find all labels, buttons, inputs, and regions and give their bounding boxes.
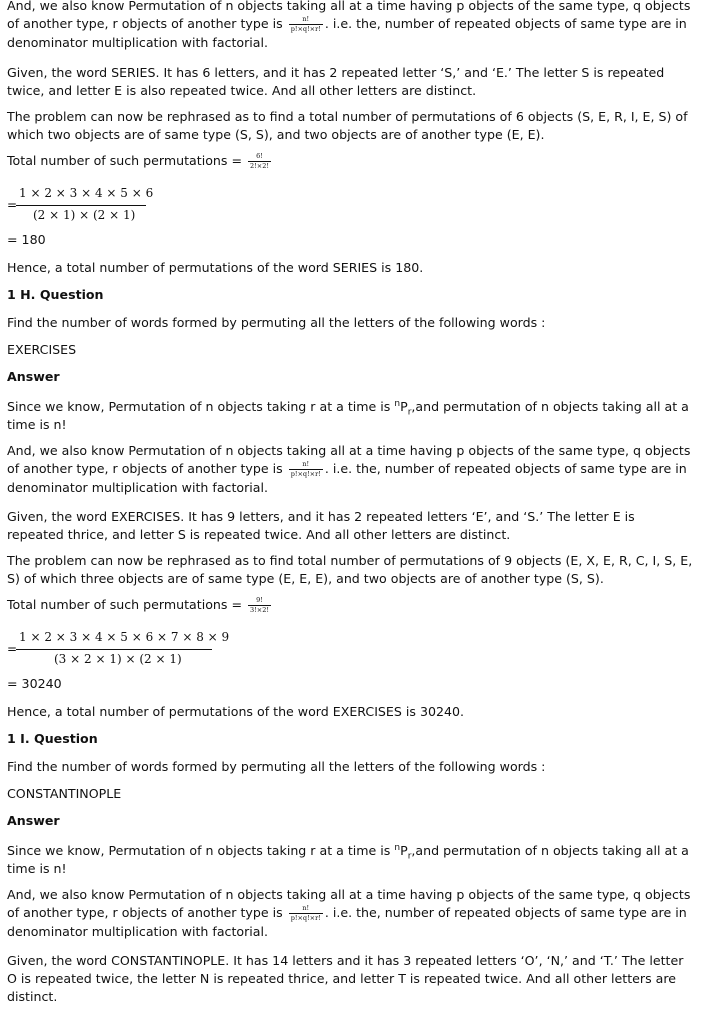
answer-1h-formula-paragraph — [7, 442, 695, 497]
question-1h-text: Find the number of words formed by permuting all the letters of the following words : — [7, 315, 546, 330]
series-total-fraction — [248, 152, 271, 171]
exercises-conclusion: Hence, a total number of permutations of the word EXERCISES is 30240. — [7, 704, 465, 719]
formula-text-start: And, we also know Permutation of n objects taking all at a time having p objects of the same type, q objects of another type, r objects of another type is — [7, 887, 691, 920]
known-perm-text: Since we know, Permutation of n objects taking r at a time is — [7, 843, 395, 858]
exercises-total-fraction — [248, 596, 271, 615]
known-perm-text-end: ,and permutation of n objects taking all at a time is n! — [7, 843, 689, 876]
answer-1h-known-perm — [7, 398, 695, 434]
series-expansion-numerator: 1 × 2 × 3 × 4 × 5 × 6 — [19, 186, 154, 200]
exercises-total-numerator: 9! — [256, 596, 263, 604]
series-rephrase: The problem can now be rephrased as to find a total number of permutations of 6 objects (S, E, R, I, E, S) of which two objects are of same type (S, S), and two objects are of another type (E, E). — [7, 109, 688, 142]
answer-1i-known-perm — [7, 842, 695, 878]
series-given: Given, the word SERIES. It has 6 letters, and it has 2 repeated letter ‘S,’ and ‘E.’ The letter S is repeated twice, and letter E is also repeated twice. And all other letters are distinct. — [7, 65, 665, 98]
series-expansion-denominator: (2 × 1) × (2 × 1) — [33, 208, 136, 222]
perm-p-symbol: P — [400, 843, 408, 858]
formula-text-start: And, we also know Permutation of n objects taking all at a time having p objects of the same type, q objects of another type, r objects of another type is — [7, 443, 691, 476]
formula-numerator: n! — [302, 460, 310, 468]
exercises-result: = 30240 — [7, 676, 62, 691]
formula-fraction — [289, 15, 323, 34]
document-page: And, we also know Permutation of n objects taking all at a time having p objects of the same type, q objects of another type, r objects of another type is $\frac{n!}{p!\times q!\times r!}$ . i.e. the, number of repeated objects of same type are in denominator multiplication with factorial. Given, the word SERIES. It has 6 letters, and it has 2 repeated letter ‘S,’ and ‘E.’ The letter S is repeated twice, and letter E is also repeated twice. And all other letters are distinct. The problem can now be rephrased as to find a total number of permutations of 6 objects (S, E, R, I, E, S) of which two objects are of same type (S, S), and two objects are of another type (E, E). Total number of such permutations = $\frac{6!}{2!\times 2!}$ = 1 × 2 × 3 × 4 × 5 × 6 (2 × 1) × (2 × 1) = 180 Hence, a total number of permutations of the word SERIES is 180. 1 H. Question Find the number of words formed by permuting all the letters of the following words : EXERCISES Answer Since we know, Permutation of n objects taking r at a time is $^nP_r,and$ permutation of n objects taking all at a time is n! And, we also know Permutation of n objects taking all at a time having p objects of the same type, q objects of another type, r objects of another type is $\frac{n!}{p!\times q!\times r!}$ . i.e. the, number of repeated objects of same type are in denominator multiplication with factorial. Given, the word EXERCISES. It has 9 letters, and it has 2 repeated letters ‘E’, and ‘S.’ The letter E is repeated thrice, and letter S is repeated twice. And all other letters are distinct. The problem can now be rephrased as to find total number of permutations of 9 objects (E, X, E, R, C, I, S, E, S) of which three objects are of same type (E, E, E), and two objects are of another type (S, S). Total number of such permutations = $\frac{9!}{3!\times 2!}$ = 1 × 2 × 3 × 4 × 5 × 6 × 7 × 8 × 9 (3 × 2 × 1) × (2 × 1) = 30240 Hence, a total number of permutations of the word EXERCISES is 30240. 1 I. Question Find the number of words formed by permuting all the letters of the following words : CONSTANTINOPLE Answer Since we know, Permutation of n objects taking r at a time is $^nP_r,and$ permutation of n objects taking all at a time is n! And, we also know Permutation of n objects taking all at a time having p objects of the same type, q objects of another type, r objects of another type is $\frac{n!}{p!\times q!\times r!}$ . i.e. the, number of repeated objects of same type are in denominator multiplication with factorial. Given, the word CONSTANTINOPLE. It has 14 letters and it has 3 repeated letters ‘O’, ‘N,’ and ‘T.’ The letter O is repeated twice, the letter N is repeated thrice, and letter T is repeated twice. And all other letters are distinct. — [0, 0, 702, 1024]
formula-fraction — [289, 460, 323, 479]
question-1i-heading: 1 I. Question — [7, 731, 98, 746]
series-total-line — [7, 152, 695, 171]
answer-1i-heading: Answer — [7, 813, 60, 828]
known-perm-text: Since we know, Permutation of n objects taking r at a time is — [7, 399, 395, 414]
formula-fraction — [289, 904, 323, 923]
question-1i-word: CONSTANTINOPLE — [7, 786, 122, 801]
answer-1h-heading: Answer — [7, 369, 60, 384]
formula-numerator: n! — [302, 15, 310, 23]
perm-r-subscript: r — [407, 851, 412, 862]
exercises-rephrase: The problem can now be rephrased as to find total number of permutations of 9 objects (E, X, E, R, C, I, S, E, S) of which three objects are of same type (E, E, E), and two objects are of another type (S, S). — [7, 553, 693, 586]
formula-denominator: p!×q!×r! — [290, 914, 321, 922]
answer-1i-formula-paragraph — [7, 886, 695, 941]
series-conclusion: Hence, a total number of permutations of the word SERIES is 180. — [7, 260, 424, 275]
question-1h-word: EXERCISES — [7, 342, 77, 357]
exercises-expansion-numerator: 1 × 2 × 3 × 4 × 5 × 6 × 7 × 8 × 9 — [19, 630, 230, 644]
formula-text-end: . i.e. the, number of repeated objects of same type are in denominator multiplication with factorial. — [7, 461, 687, 495]
formula-text-start: And, we also know Permutation of n objects taking all at a time having p objects of the same type, q objects of another type, r objects of another type is — [7, 0, 691, 31]
exercises-total-label: Total number of such permutations = — [7, 597, 247, 612]
formula-paragraph — [7, 0, 695, 52]
series-result: = 180 — [7, 232, 46, 247]
perm-r-subscript: r — [407, 407, 412, 418]
formula-text-end: . i.e. the, number of repeated objects of same type are in denominator multiplication with factorial. — [7, 905, 687, 939]
series-total-label: Total number of such permutations = — [7, 153, 247, 168]
series-total-denominator: 2!×2! — [250, 162, 269, 170]
question-1i-text: Find the number of words formed by permuting all the letters of the following words : — [7, 759, 546, 774]
exercises-total-line — [7, 596, 695, 615]
formula-denominator: p!×q!×r! — [290, 25, 321, 33]
formula-text-end: . i.e. the, number of repeated objects of same type are in denominator multiplication with factorial. — [7, 16, 687, 50]
perm-n-superscript: n — [394, 398, 401, 409]
perm-p-symbol: P — [400, 399, 408, 414]
formula-denominator: p!×q!×r! — [290, 470, 321, 478]
exercises-total-denominator: 3!×2! — [250, 606, 269, 614]
formula-numerator: n! — [302, 904, 310, 912]
question-1h-heading: 1 H. Question — [7, 287, 104, 302]
exercises-given: Given, the word EXERCISES. It has 9 letters, and it has 2 repeated letters ‘E’, and ‘S.’ The letter E is repeated thrice, and letter S is repeated twice. And all other letters are distinct. — [7, 509, 635, 542]
perm-n-superscript: n — [394, 842, 401, 853]
exercises-expansion-denominator: (3 × 2 × 1) × (2 × 1) — [54, 652, 182, 666]
constantinople-given: Given, the word CONSTANTINOPLE. It has 14 letters and it has 3 repeated letters ‘O’, ‘N,’ and ‘T.’ The letter O is repeated twice, the letter N is repeated thrice, and letter T is repeated twice. And all other letters are distinct. — [7, 953, 684, 1004]
known-perm-text-end: ,and permutation of n objects taking all at a time is n! — [7, 399, 689, 432]
series-total-numerator: 6! — [256, 152, 263, 160]
